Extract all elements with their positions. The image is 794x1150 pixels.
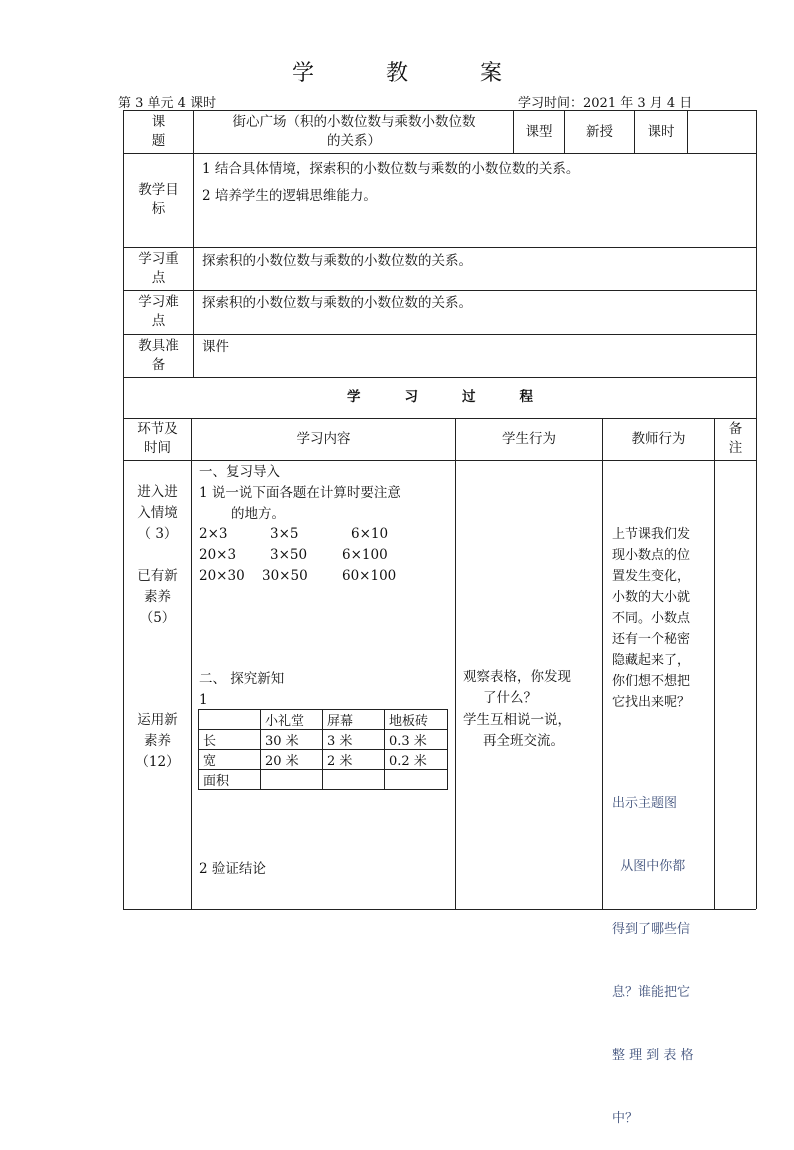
goal-item: 1 结合具体情境，探索积的小数位数与乘数的小数位数的关系。 (202, 161, 580, 177)
col-teacher: 教师行为 (631, 431, 686, 447)
calc-item: 20×30 (199, 568, 245, 584)
table-cell: 长 (199, 730, 261, 750)
col-stage: 环节及 时间 (137, 421, 178, 456)
review-title: 一、复习导入 (199, 464, 280, 480)
stage-apply: 运用新 素养 （12） (135, 712, 180, 770)
difficulty-text: 探索积的小数位数与乘数的小数位数的关系。 (202, 295, 472, 311)
study-time: 学习时间：2021 年 3 月 4 日 (518, 96, 693, 111)
col-student: 学生行为 (502, 431, 556, 447)
student-line: 学生互相说一说， (463, 712, 571, 728)
title-char: 教 (385, 61, 408, 86)
title-char: 学 (291, 61, 314, 86)
table-row (199, 750, 448, 770)
area-table (198, 709, 448, 790)
stage-intro: 进入进 入情境 （ 3） (137, 484, 178, 542)
table-cell (261, 770, 323, 790)
goals-label: 教学目 标 (138, 182, 179, 217)
table-cell: 地板砖 (385, 710, 448, 730)
teacher-theme: 出示主题图 从图中你都 得到了哪些信 息？谁能把它 整 理 到 表 格 中？ (612, 796, 694, 1126)
topic-label: 课 题 (151, 114, 166, 149)
table-cell: 面积 (199, 770, 261, 790)
document-title (0, 56, 794, 87)
calc-item: 6×100 (342, 547, 388, 563)
student-line: 了什么？ (483, 690, 537, 706)
review-question-cont: 的地方。 (231, 506, 285, 522)
table-cell: 宽 (199, 750, 261, 770)
student-line: 再全班交流。 (483, 733, 564, 749)
table-cell: 30 米 (261, 730, 323, 750)
table-cell (385, 770, 448, 790)
key-point-label: 学习重 点 (138, 251, 179, 286)
type-value: 新授 (586, 124, 613, 140)
col-content: 学习内容 (296, 431, 351, 447)
table-cell: 20 米 (261, 750, 323, 770)
table-cell: 0.2 米 (385, 750, 448, 770)
hours-label: 课时 (647, 124, 675, 140)
calc-item: 60×100 (342, 568, 397, 584)
calc-item: 6×10 (351, 526, 389, 542)
calc-item: 2×3 (199, 526, 228, 542)
stage-existing: 已有新 素养 （5） (137, 568, 178, 626)
table-row (199, 710, 448, 730)
difficulty-label: 学习难 点 (138, 294, 179, 329)
student-line: 观察表格，你发现 (463, 669, 571, 685)
table-cell: 3 米 (323, 730, 385, 750)
process-title: 学 习 过 程 (347, 389, 533, 405)
table-row (199, 730, 448, 750)
unit-lesson: 第 3 单元 4 课时 (118, 96, 217, 111)
title-char: 案 (480, 61, 503, 86)
topic-text: 街心广场（积的小数位数与乘数小数位数 的关系） (232, 114, 476, 149)
table-cell: 0.3 米 (385, 730, 448, 750)
verify-conclusion: 2 验证结论 (199, 861, 266, 877)
table-cell (199, 710, 261, 730)
calc-item: 30×50 (262, 568, 308, 584)
calc-item: 3×50 (270, 547, 308, 563)
table-row (199, 770, 448, 790)
explore-number: 1 (199, 692, 208, 708)
key-point-text: 探索积的小数位数与乘数的小数位数的关系。 (202, 253, 472, 269)
calc-item: 3×5 (270, 526, 299, 542)
table-cell: 2 米 (323, 750, 385, 770)
goal-item: 2 培养学生的逻辑思维能力。 (202, 188, 377, 204)
table-cell: 小礼堂 (261, 710, 323, 730)
teacher-intro: 上节课我们发 现小数点的位 置发生变化， 小数的大小就 不同。小数点 还有一个秘密 隐藏起来了， 你们想不想把 它找出来呢？ (612, 527, 691, 710)
type-label: 课型 (525, 124, 553, 140)
calc-item: 20×3 (199, 547, 237, 563)
col-note: 备 注 (728, 421, 743, 456)
materials-label: 教具准 备 (138, 338, 179, 373)
table-cell (323, 770, 385, 790)
materials-text: 课件 (202, 339, 229, 355)
explore-title: 二、 探究新知 (199, 671, 285, 687)
review-question: 1 说一说下面各题在计算时要注意 (199, 485, 401, 501)
table-cell: 屏幕 (323, 710, 385, 730)
